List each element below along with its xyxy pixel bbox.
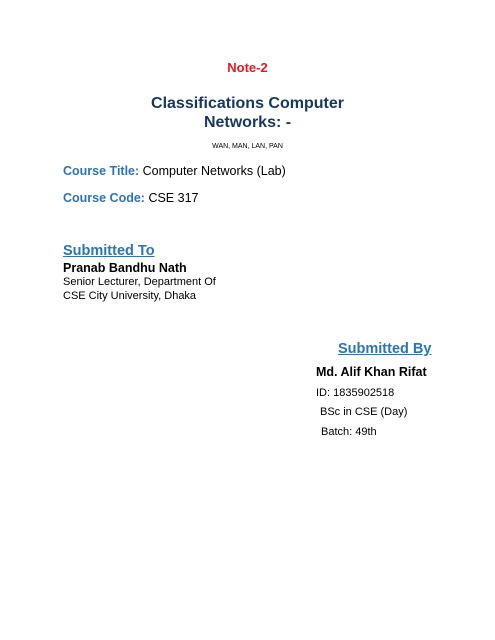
- course-code-value: CSE 317: [148, 191, 199, 205]
- submitted-by-name: Md. Alif Khan Rifat: [316, 365, 427, 379]
- submitted-to-institution: CSE City University, Dhaka: [63, 290, 197, 302]
- submitted-by-batch: Batch: 49th: [321, 426, 377, 438]
- submitted-to-heading: Submitted To: [63, 243, 155, 259]
- note-label: Note-2: [227, 60, 268, 75]
- submitted-by-program: BSc in CSE (Day): [320, 406, 408, 418]
- title-line-1: Classifications Computer: [151, 95, 344, 112]
- submitted-to-name: Pranab Bandhu Nath: [63, 261, 187, 275]
- course-code-label: Course Code:: [63, 191, 145, 205]
- course-code-row: [63, 191, 198, 205]
- submitted-by-id: ID: 1835902518: [316, 387, 395, 399]
- course-title-value: Computer Networks (Lab): [142, 164, 286, 178]
- submitted-to-position: Senior Lecturer, Department Of: [63, 276, 216, 288]
- title-line-2: Networks: -: [203, 114, 292, 131]
- course-title-label: Course Title:: [63, 164, 140, 178]
- course-title-row: [63, 164, 286, 178]
- document-subtitle: WAN, MAN, LAN, PAN: [212, 143, 283, 150]
- submitted-by-heading: Submitted By: [338, 341, 432, 357]
- document-title: [0, 94, 495, 132]
